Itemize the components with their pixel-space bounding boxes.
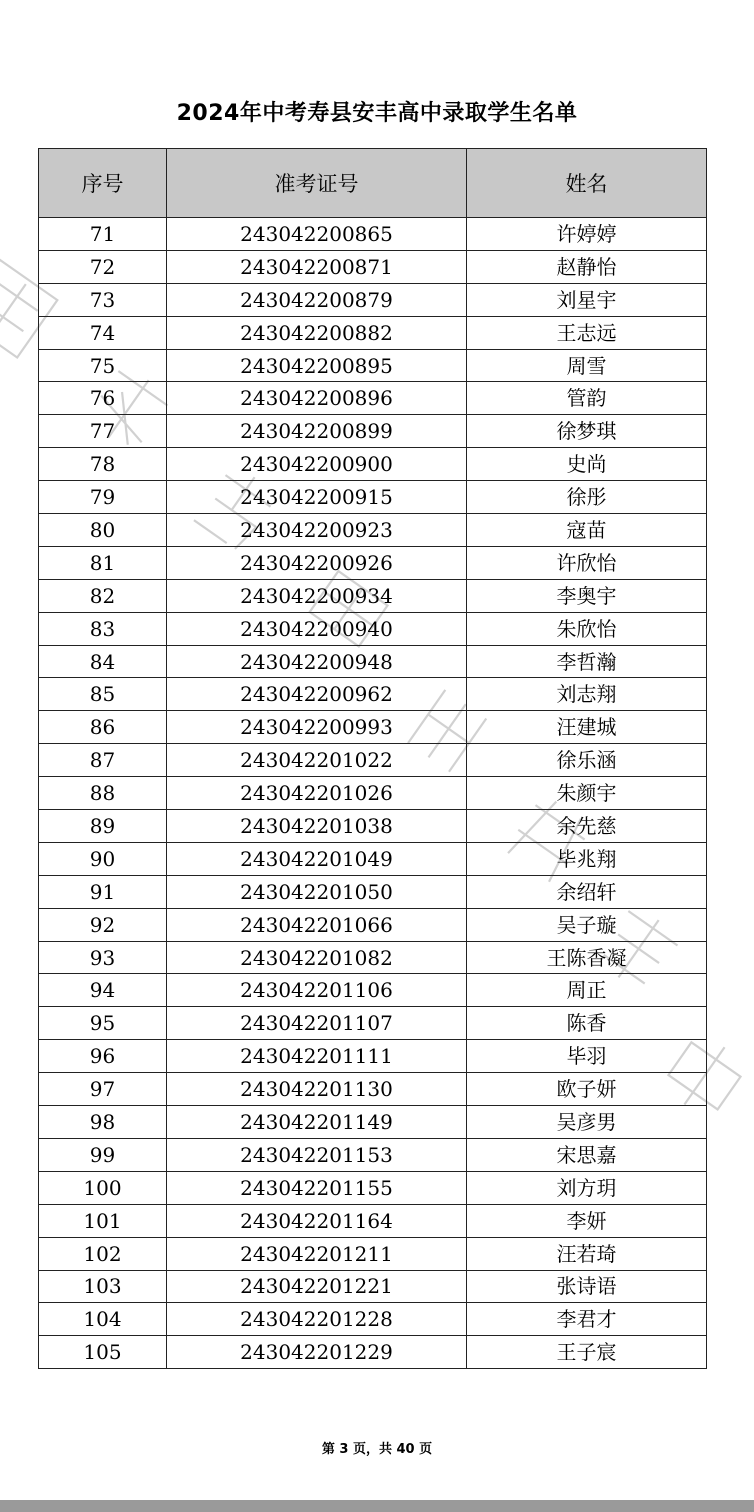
table-row <box>39 250 707 283</box>
bottom-scroll-bar <box>0 1500 754 1512</box>
table-row <box>39 448 707 481</box>
cell-serial-number: 105 <box>39 1336 167 1369</box>
page-title: 2024年中考寿县安丰高中录取学生名单 <box>176 101 578 126</box>
header-student-name: 姓名 <box>467 149 707 218</box>
table-row <box>39 645 707 678</box>
cell-exam-ticket-number: 243042200948 <box>167 645 467 678</box>
cell-exam-ticket-number: 243042201228 <box>167 1303 467 1336</box>
cell-exam-ticket-number: 243042201153 <box>167 1138 467 1171</box>
cell-student-name: 毕兆翔 <box>467 842 707 875</box>
table-row <box>39 1040 707 1073</box>
cell-student-name: 吴子璇 <box>467 908 707 941</box>
cell-serial-number: 102 <box>39 1237 167 1270</box>
table-row <box>39 777 707 810</box>
cell-student-name: 许婷婷 <box>467 218 707 251</box>
table-row <box>39 974 707 1007</box>
cell-exam-ticket-number: 243042200882 <box>167 316 467 349</box>
cell-exam-ticket-number: 243042200900 <box>167 448 467 481</box>
cell-student-name: 周正 <box>467 974 707 1007</box>
cell-exam-ticket-number: 243042201082 <box>167 941 467 974</box>
cell-serial-number: 73 <box>39 283 167 316</box>
header-serial-number: 序号 <box>39 149 167 218</box>
cell-exam-ticket-number: 243042201211 <box>167 1237 467 1270</box>
cell-serial-number: 87 <box>39 744 167 777</box>
table-row <box>39 1171 707 1204</box>
table-header-row <box>39 149 707 218</box>
cell-serial-number: 74 <box>39 316 167 349</box>
table-row <box>39 1204 707 1237</box>
cell-student-name: 许欣怡 <box>467 546 707 579</box>
table-row <box>39 1303 707 1336</box>
cell-serial-number: 100 <box>39 1171 167 1204</box>
cell-serial-number: 96 <box>39 1040 167 1073</box>
cell-student-name: 宋思嘉 <box>467 1138 707 1171</box>
cell-student-name: 赵静怡 <box>467 250 707 283</box>
cell-exam-ticket-number: 243042201050 <box>167 875 467 908</box>
cell-student-name: 李妍 <box>467 1204 707 1237</box>
cell-student-name: 张诗语 <box>467 1270 707 1303</box>
cell-student-name: 王子宸 <box>467 1336 707 1369</box>
cell-serial-number: 78 <box>39 448 167 481</box>
table-row <box>39 711 707 744</box>
cell-student-name: 徐乐涵 <box>467 744 707 777</box>
cell-serial-number: 92 <box>39 908 167 941</box>
cell-serial-number: 80 <box>39 514 167 547</box>
cell-student-name: 刘星宇 <box>467 283 707 316</box>
cell-exam-ticket-number: 243042201026 <box>167 777 467 810</box>
cell-student-name: 管韵 <box>467 382 707 415</box>
table-row <box>39 283 707 316</box>
table-row <box>39 810 707 843</box>
table-row <box>39 842 707 875</box>
cell-exam-ticket-number: 243042200865 <box>167 218 467 251</box>
cell-exam-ticket-number: 243042200923 <box>167 514 467 547</box>
table-row <box>39 1270 707 1303</box>
cell-student-name: 余绍轩 <box>467 875 707 908</box>
table-row <box>39 481 707 514</box>
cell-serial-number: 98 <box>39 1106 167 1139</box>
table-row <box>39 744 707 777</box>
cell-student-name: 朱颜宇 <box>467 777 707 810</box>
cell-serial-number: 94 <box>39 974 167 1007</box>
cell-exam-ticket-number: 243042201130 <box>167 1073 467 1106</box>
cell-student-name: 刘方玥 <box>467 1171 707 1204</box>
cell-exam-ticket-number: 243042201106 <box>167 974 467 1007</box>
cell-exam-ticket-number: 243042200926 <box>167 546 467 579</box>
cell-exam-ticket-number: 243042201066 <box>167 908 467 941</box>
cell-serial-number: 103 <box>39 1270 167 1303</box>
cell-exam-ticket-number: 243042200962 <box>167 678 467 711</box>
table-row <box>39 579 707 612</box>
cell-exam-ticket-number: 243042201111 <box>167 1040 467 1073</box>
cell-exam-ticket-number: 243042201149 <box>167 1106 467 1139</box>
table-row <box>39 875 707 908</box>
table-row <box>39 382 707 415</box>
cell-student-name: 史尚 <box>467 448 707 481</box>
cell-exam-ticket-number: 243042201022 <box>167 744 467 777</box>
table-row <box>39 941 707 974</box>
table-row <box>39 349 707 382</box>
cell-serial-number: 91 <box>39 875 167 908</box>
cell-student-name: 李君才 <box>467 1303 707 1336</box>
cell-exam-ticket-number: 243042201107 <box>167 1007 467 1040</box>
cell-exam-ticket-number: 243042201155 <box>167 1171 467 1204</box>
table-row <box>39 612 707 645</box>
cell-student-name: 毕羽 <box>467 1040 707 1073</box>
cell-student-name: 吴彦男 <box>467 1106 707 1139</box>
table-row <box>39 1336 707 1369</box>
cell-student-name: 徐彤 <box>467 481 707 514</box>
cell-exam-ticket-number: 243042200934 <box>167 579 467 612</box>
table-row <box>39 1007 707 1040</box>
cell-student-name: 李奥宇 <box>467 579 707 612</box>
cell-student-name: 陈香 <box>467 1007 707 1040</box>
cell-student-name: 寇苗 <box>467 514 707 547</box>
cell-serial-number: 71 <box>39 218 167 251</box>
page-footer: 第 3 页，共 40 页 <box>321 1442 433 1457</box>
table-row <box>39 316 707 349</box>
cell-student-name: 汪建城 <box>467 711 707 744</box>
cell-student-name: 朱欣怡 <box>467 612 707 645</box>
cell-serial-number: 97 <box>39 1073 167 1106</box>
table-row <box>39 1073 707 1106</box>
cell-exam-ticket-number: 243042201221 <box>167 1270 467 1303</box>
cell-exam-ticket-number: 243042200871 <box>167 250 467 283</box>
cell-student-name: 余先慈 <box>467 810 707 843</box>
cell-serial-number: 90 <box>39 842 167 875</box>
cell-student-name: 汪若琦 <box>467 1237 707 1270</box>
cell-serial-number: 72 <box>39 250 167 283</box>
cell-serial-number: 95 <box>39 1007 167 1040</box>
cell-student-name: 刘志翔 <box>467 678 707 711</box>
cell-serial-number: 99 <box>39 1138 167 1171</box>
table-row <box>39 218 707 251</box>
cell-exam-ticket-number: 243042200895 <box>167 349 467 382</box>
cell-exam-ticket-number: 243042200879 <box>167 283 467 316</box>
cell-student-name: 李哲瀚 <box>467 645 707 678</box>
cell-student-name: 王志远 <box>467 316 707 349</box>
cell-exam-ticket-number: 243042200896 <box>167 382 467 415</box>
cell-serial-number: 77 <box>39 415 167 448</box>
table-row <box>39 1138 707 1171</box>
cell-exam-ticket-number: 243042201229 <box>167 1336 467 1369</box>
cell-serial-number: 101 <box>39 1204 167 1237</box>
cell-serial-number: 84 <box>39 645 167 678</box>
cell-serial-number: 81 <box>39 546 167 579</box>
cell-exam-ticket-number: 243042200940 <box>167 612 467 645</box>
cell-exam-ticket-number: 243042200915 <box>167 481 467 514</box>
cell-serial-number: 104 <box>39 1303 167 1336</box>
cell-serial-number: 79 <box>39 481 167 514</box>
cell-exam-ticket-number: 243042201038 <box>167 810 467 843</box>
table-row <box>39 546 707 579</box>
table-row <box>39 678 707 711</box>
cell-exam-ticket-number: 243042200899 <box>167 415 467 448</box>
header-exam-ticket-number: 准考证号 <box>167 149 467 218</box>
cell-student-name: 王陈香凝 <box>467 941 707 974</box>
cell-exam-ticket-number: 243042200993 <box>167 711 467 744</box>
cell-serial-number: 85 <box>39 678 167 711</box>
cell-exam-ticket-number: 243042201049 <box>167 842 467 875</box>
cell-student-name: 周雪 <box>467 349 707 382</box>
admission-table <box>38 148 707 1369</box>
table-row <box>39 1237 707 1270</box>
table-row <box>39 415 707 448</box>
cell-exam-ticket-number: 243042201164 <box>167 1204 467 1237</box>
cell-serial-number: 89 <box>39 810 167 843</box>
cell-serial-number: 93 <box>39 941 167 974</box>
table-row <box>39 1106 707 1139</box>
cell-student-name: 欧子妍 <box>467 1073 707 1106</box>
table-row <box>39 908 707 941</box>
cell-serial-number: 76 <box>39 382 167 415</box>
cell-serial-number: 82 <box>39 579 167 612</box>
cell-student-name: 徐梦琪 <box>467 415 707 448</box>
cell-serial-number: 75 <box>39 349 167 382</box>
cell-serial-number: 86 <box>39 711 167 744</box>
table-row <box>39 514 707 547</box>
cell-serial-number: 88 <box>39 777 167 810</box>
cell-serial-number: 83 <box>39 612 167 645</box>
